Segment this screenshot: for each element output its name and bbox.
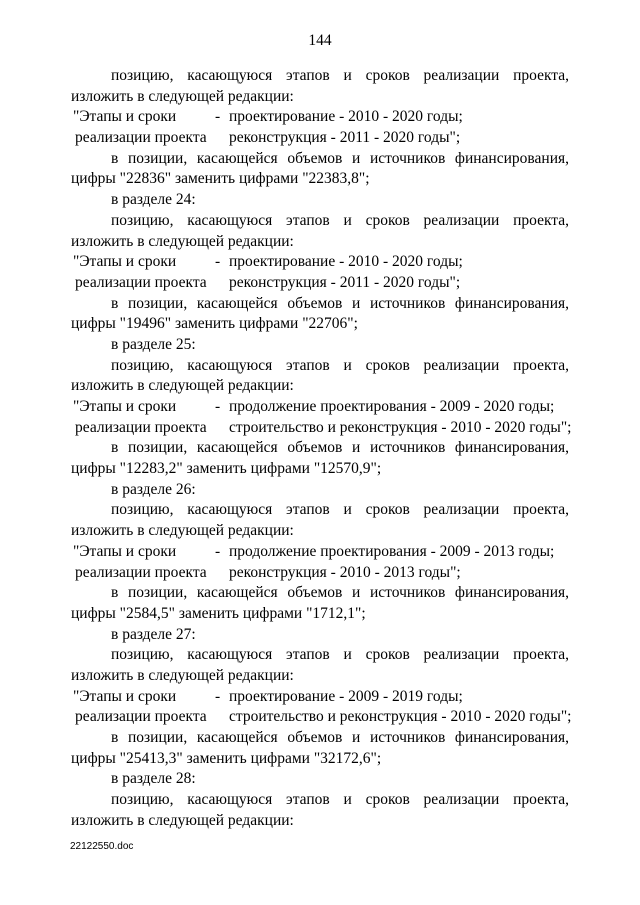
document-filename: 22122550.doc (70, 841, 134, 852)
paragraph-line: в позиции, касающейся объемов и источников финансирования, (111, 149, 569, 167)
inserted-value: продолжение проектирования - 2009 - 2020 годы; (229, 398, 555, 415)
section-heading: в разделе 25: (111, 335, 196, 353)
inserted-text-row (71, 542, 569, 563)
paragraph-line: изложить в следующей редакции: (71, 232, 294, 250)
inserted-label: "Этапы и сроки (73, 687, 177, 705)
inserted-dash: - (215, 253, 221, 271)
paragraph-line: изложить в следующей редакции: (71, 666, 294, 684)
paragraph-line: изложить в следующей редакции: (71, 377, 294, 395)
inserted-text-row (71, 707, 572, 728)
paragraph-line: в позиции, касающейся объемов и источников финансирования, (111, 729, 569, 746)
paragraph-line: изложить в следующей редакции: (71, 811, 294, 829)
inserted-label: "Этапы и сроки (73, 542, 177, 560)
inserted-dash: - (215, 542, 221, 560)
paragraph-line: изложить в следующей редакции: (71, 522, 294, 540)
paragraph-line: в позиции, касающейся объемов и источников финансирования, (111, 439, 569, 457)
inserted-dash: - (215, 687, 221, 705)
paragraph-line: позицию, касающуюся этапов и сроков реализации проекта, (111, 356, 569, 374)
inserted-text-row (71, 563, 569, 584)
inserted-text-row (71, 128, 569, 149)
inserted-text-row (71, 418, 572, 439)
paragraph-line: в позиции, касающейся объемов и источников финансирования, (111, 584, 569, 602)
inserted-label: "Этапы и сроки (73, 108, 177, 126)
inserted-value: проектирование - 2009 - 2019 годы; (229, 687, 463, 705)
inserted-value: проектирование - 2010 - 2020 годы; (229, 108, 463, 126)
inserted-label: реализации проекта (75, 563, 207, 581)
section-heading: в разделе 28: (111, 770, 196, 788)
paragraph-line: позицию, касающуюся этапов и сроков реализации проекта, (111, 67, 569, 84)
paragraph-line: цифры "2584,5" заменить цифрами "1712,1"; (71, 604, 366, 622)
paragraph-line: цифры "19496" заменить цифрами "22706"; (71, 315, 358, 333)
inserted-text-row (71, 107, 569, 128)
paragraph-line: цифры "12283,2" заменить цифрами "12570,9"; (71, 460, 382, 478)
inserted-text-row (71, 252, 569, 273)
inserted-text-row (71, 397, 569, 418)
inserted-dash: - (215, 108, 221, 126)
inserted-value: строительство и реконструкция - 2010 - 2020 годы"; (229, 418, 572, 436)
paragraph-line: изложить в следующей редакции: (71, 87, 294, 105)
inserted-label: "Этапы и сроки (73, 253, 177, 271)
paragraph-line: цифры "22836" заменить цифрами "22383,8"; (71, 170, 370, 188)
inserted-value: проектирование - 2010 - 2020 годы; (229, 253, 463, 271)
paragraph-line: позицию, касающуюся этапов и сроков реализации проекта, (111, 211, 569, 229)
inserted-label: реализации проекта (75, 273, 207, 291)
paragraph-line: позицию, касающуюся этапов и сроков реализации проекта, (111, 646, 569, 664)
inserted-label: реализации проекта (75, 418, 207, 436)
inserted-dash: - (215, 398, 221, 415)
document-body (71, 66, 572, 831)
paragraph-line: позицию, касающуюся этапов и сроков реализации проекта, (111, 501, 569, 519)
inserted-label: "Этапы и сроки (73, 398, 177, 415)
section-heading: в разделе 26: (111, 480, 196, 498)
inserted-value: реконструкция - 2011 - 2020 годы"; (229, 129, 461, 147)
section-heading: в разделе 24: (111, 191, 196, 209)
inserted-value: реконструкция - 2011 - 2020 годы"; (229, 273, 461, 291)
inserted-value: реконструкция - 2010 - 2013 годы"; (229, 563, 461, 581)
inserted-label: реализации проекта (75, 708, 207, 726)
page-number: 144 (308, 32, 332, 49)
inserted-text-row (71, 273, 569, 294)
inserted-label: реализации проекта (75, 129, 207, 147)
paragraph-line: позицию, касающуюся этапов и сроков реализации проекта, (111, 791, 569, 809)
inserted-value: строительство и реконструкция - 2010 - 2020 годы"; (229, 708, 572, 726)
paragraph-line: в позиции, касающейся объемов и источников финансирования, (111, 294, 569, 312)
section-heading: в разделе 27: (111, 625, 196, 643)
inserted-value: продолжение проектирования - 2009 - 2013 годы; (229, 542, 555, 560)
inserted-text-row (71, 687, 569, 708)
paragraph-line: цифры "25413,3" заменить цифрами "32172,6"; (71, 749, 382, 767)
